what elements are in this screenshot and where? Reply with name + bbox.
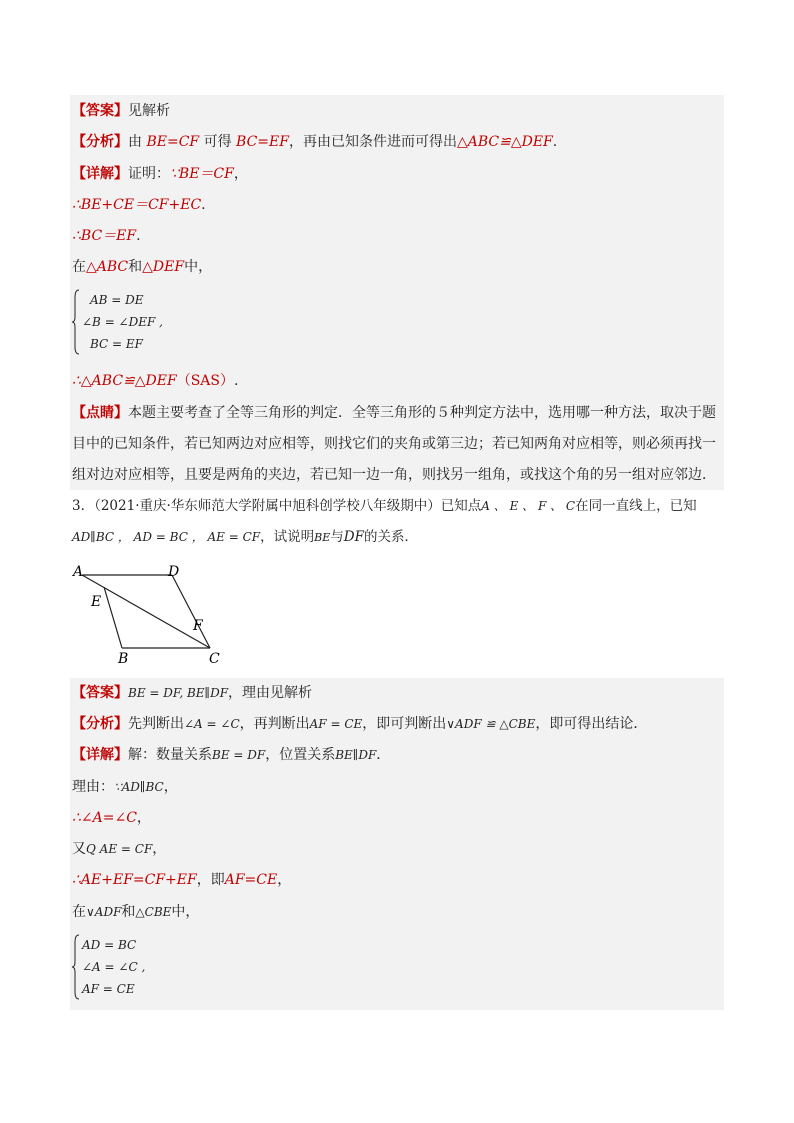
point-text: 组对边对应相等，且要是两角的夹边，若已知一边一角，则找另一组角，或找这个角的另一组对应邻边． bbox=[72, 467, 716, 483]
analysis-text: . bbox=[552, 134, 558, 150]
step-line-b2 bbox=[72, 839, 722, 859]
step-line-1 bbox=[72, 195, 722, 215]
analysis-tag: 【分析】 bbox=[72, 716, 128, 732]
analysis-tag: 【分析】 bbox=[72, 134, 128, 150]
system-row: AF = CE bbox=[82, 982, 135, 996]
step-line-2 bbox=[72, 226, 722, 246]
detail-math: BE∥DF bbox=[335, 748, 377, 762]
point-text: 本题主要考查了全等三角形的判定．全等三角形的５种判定方法中，选用哪一种方法，取决于题 bbox=[128, 405, 716, 421]
math-conclusion: ∴△ABC≌△DEF bbox=[72, 373, 177, 389]
step-text: 又 bbox=[72, 841, 86, 857]
point-line-2 bbox=[72, 434, 722, 454]
label-f: F bbox=[193, 618, 203, 634]
question-text: 与 bbox=[330, 529, 344, 545]
system-row: BC = EF bbox=[90, 337, 143, 351]
reason-math: ∵AD∥BC bbox=[114, 780, 164, 794]
punct: . bbox=[234, 373, 239, 389]
system-row: ∠A = ∠C , bbox=[82, 960, 146, 974]
punct: . bbox=[201, 197, 206, 213]
punct: ， bbox=[277, 872, 292, 888]
math-step-b1: ∴∠A=∠C bbox=[72, 810, 137, 826]
analysis-text: 由 bbox=[128, 134, 142, 150]
brace-icon bbox=[72, 934, 80, 1000]
point-line-3 bbox=[72, 465, 722, 485]
question-math: BE bbox=[314, 531, 331, 544]
math-af-ce: AF=CE bbox=[224, 872, 278, 888]
analysis-line-2 bbox=[72, 714, 722, 734]
step-text: 和 bbox=[128, 259, 143, 275]
point-line-1 bbox=[72, 403, 722, 423]
math-step-2: ∴BC＝EF bbox=[72, 228, 137, 244]
point-text: 目中的已知条件，若已知两边对应相等，则找它们的夹角或第三边；若已知两角对应相等，则必须再找一 bbox=[72, 436, 716, 452]
question-text: 在同一直线上，已知 bbox=[575, 498, 697, 514]
point-tag: 【点睛】 bbox=[72, 405, 128, 421]
analysis-text: ，再由已知条件进而可得出 bbox=[288, 134, 457, 150]
step-text: ，即 bbox=[196, 872, 225, 888]
answer-text: ，理由见解析 bbox=[228, 685, 313, 701]
math-tri-def: △DEF bbox=[142, 259, 185, 275]
punct: . bbox=[136, 228, 141, 244]
segment-fd bbox=[172, 575, 188, 635]
brace-icon bbox=[72, 289, 80, 355]
detail-line-1 bbox=[72, 164, 722, 184]
step-text: 在 bbox=[72, 259, 86, 275]
punct: ， bbox=[152, 841, 167, 857]
math-because: ∵BE＝CF bbox=[170, 166, 234, 182]
step-text: 和 bbox=[121, 904, 136, 920]
reason-line bbox=[72, 777, 722, 797]
math-tri-abc: △ABC bbox=[86, 259, 129, 275]
step-text: 中， bbox=[184, 259, 213, 275]
label-e: E bbox=[91, 594, 102, 610]
question-text: 3．（2021·重庆·华东师范大学附属中旭科创学校八年级期中）已知点 bbox=[72, 498, 482, 514]
system-row: ∠B = ∠DEF , bbox=[82, 315, 163, 329]
step-line-b1 bbox=[72, 808, 722, 828]
question-text: 的关系． bbox=[363, 529, 418, 545]
analysis-text: ，即可判断出 bbox=[362, 716, 447, 732]
math-tri-cbe: △CBE bbox=[135, 905, 172, 919]
punct: ， bbox=[136, 810, 151, 826]
question-points: A 、 E 、 F 、 C bbox=[481, 499, 576, 513]
step-text: 在 bbox=[72, 904, 86, 920]
reason-text: ， bbox=[163, 779, 178, 795]
equation-system-2 bbox=[72, 934, 182, 1000]
math-congruent: △ABC≌△DEF bbox=[456, 134, 553, 150]
math-bc-ef: BC=EF bbox=[236, 134, 289, 150]
answer-tag: 【答案】 bbox=[72, 685, 128, 701]
math-step-b2: Q AE = CF bbox=[86, 842, 153, 856]
detail-tag: 【详解】 bbox=[72, 166, 128, 182]
question-line-1 bbox=[72, 496, 722, 516]
math-be-cf: BE=CF bbox=[146, 134, 200, 150]
answer-tag: 【答案】 bbox=[72, 103, 128, 119]
detail-text: ． bbox=[376, 747, 391, 763]
question-math: DF bbox=[343, 529, 364, 545]
step-text: 中， bbox=[171, 904, 200, 920]
question-line-2 bbox=[72, 527, 722, 548]
analysis-line-1 bbox=[72, 132, 722, 152]
answer-math: BE = DF, BE∥DF bbox=[128, 686, 229, 700]
math-sas: （SAS） bbox=[176, 373, 234, 389]
question-text: ，试说明 bbox=[260, 529, 315, 545]
math-tri-adf: ∨ADF bbox=[86, 905, 122, 919]
answer-text: 见解析 bbox=[128, 103, 170, 119]
detail-tag: 【详解】 bbox=[72, 747, 128, 763]
step-line-3 bbox=[72, 257, 722, 277]
analysis-math: AF = CE bbox=[309, 717, 363, 731]
label-c: C bbox=[209, 651, 220, 667]
detail-text: 证明： bbox=[128, 166, 170, 182]
analysis-text: 先判断出 bbox=[128, 716, 184, 732]
analysis-text: ，再判断出 bbox=[239, 716, 310, 732]
detail-text: 解：数量关系 bbox=[128, 747, 212, 763]
math-step-1: ∴BE+CE＝CF+EC bbox=[72, 197, 202, 213]
reason-text: 理由： bbox=[72, 779, 114, 795]
label-a: A bbox=[73, 564, 84, 580]
analysis-text: ，即可得出结论． bbox=[535, 716, 648, 732]
analysis-math: ∨ADF ≌ △CBE bbox=[446, 717, 536, 731]
step-line-b4 bbox=[72, 902, 722, 922]
system-row: AD = BC bbox=[82, 938, 137, 952]
math-step-b3: ∴AE+EF=CF+EF bbox=[72, 872, 197, 888]
geometry-figure bbox=[70, 560, 230, 672]
detail-line-2 bbox=[72, 745, 722, 765]
system-row: AB = DE bbox=[90, 293, 144, 307]
detail-math: BE = DF bbox=[212, 748, 266, 762]
equation-system-1 bbox=[72, 289, 192, 355]
label-b: B bbox=[118, 651, 129, 667]
question-math: AD∥BC ， AD = BC ， AE = CF bbox=[72, 530, 261, 544]
analysis-text: 可得 bbox=[203, 134, 232, 150]
conclusion-line bbox=[72, 371, 722, 391]
label-d: D bbox=[168, 564, 180, 580]
answer-line-1 bbox=[72, 101, 722, 121]
step-line-b3 bbox=[72, 870, 722, 890]
analysis-math: ∠A = ∠C bbox=[184, 717, 240, 731]
detail-text: ， bbox=[233, 166, 248, 182]
detail-text: ，位置关系 bbox=[265, 747, 336, 763]
answer-line-2 bbox=[72, 683, 722, 703]
